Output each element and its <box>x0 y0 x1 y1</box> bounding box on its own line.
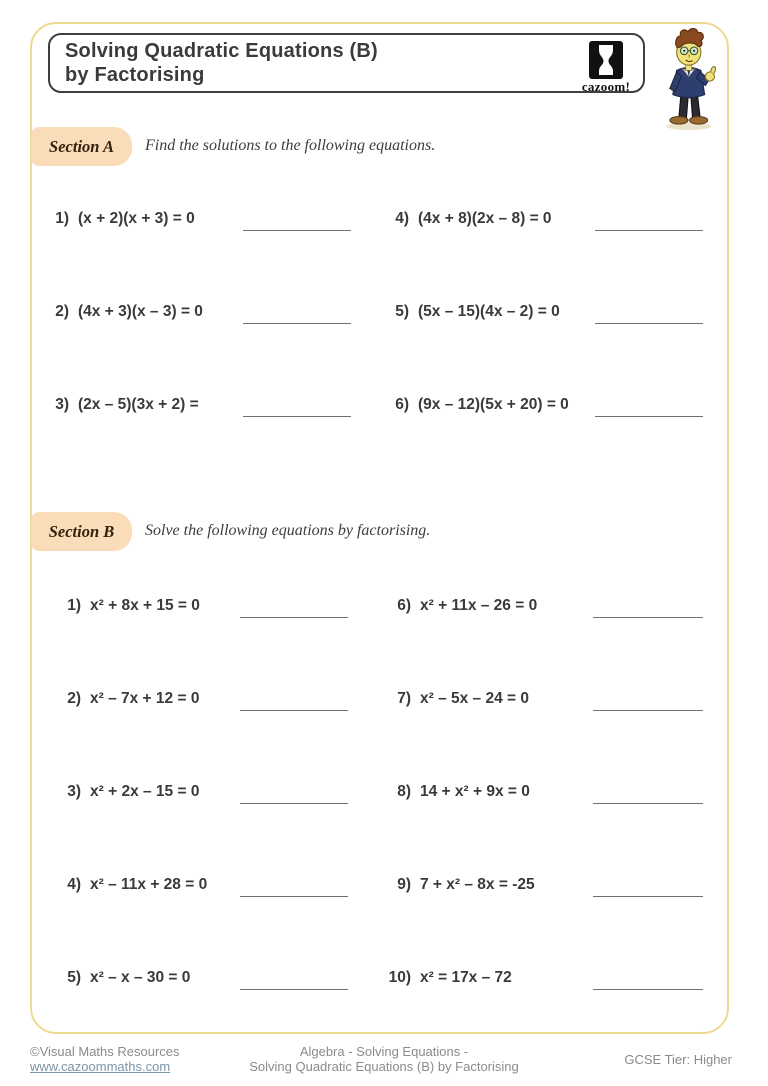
mascot-boy-illustration <box>654 26 722 133</box>
question-number: 5) <box>395 303 409 320</box>
answer-line-b3[interactable] <box>240 803 348 804</box>
page-title-line2: by Factorising <box>65 64 205 86</box>
question-equation: x² – x – 30 = 0 <box>90 969 191 986</box>
answer-line-a6[interactable] <box>595 416 703 417</box>
question-b5 <box>51 969 190 987</box>
question-number: 2) <box>55 303 69 320</box>
answer-line-b10[interactable] <box>593 989 703 990</box>
answer-line-b2[interactable] <box>240 710 348 711</box>
question-number: 2) <box>67 690 81 707</box>
answer-line-a5[interactable] <box>595 323 703 324</box>
answer-line-b7[interactable] <box>593 710 703 711</box>
question-number: 4) <box>395 210 409 227</box>
question-number: 5) <box>67 969 81 986</box>
cazoom-logo-text: cazoom! <box>581 79 631 94</box>
question-number: 1) <box>67 597 81 614</box>
question-a1 <box>39 210 195 228</box>
footer-copyright: ©Visual Maths Resources <box>30 1044 180 1059</box>
question-number: 6) <box>397 597 411 614</box>
question-equation: (2x – 5)(3x + 2) = <box>78 396 199 413</box>
question-a6 <box>379 396 569 414</box>
question-equation: (9x – 12)(5x + 20) = 0 <box>418 396 569 413</box>
question-a3 <box>39 396 199 414</box>
answer-line-b4[interactable] <box>240 896 348 897</box>
question-b2 <box>51 690 199 708</box>
section-a-label: Section A <box>31 127 132 166</box>
question-number: 9) <box>397 876 411 893</box>
answer-line-a3[interactable] <box>243 416 351 417</box>
question-number: 10) <box>388 969 411 986</box>
question-b10 <box>381 969 512 987</box>
question-number: 3) <box>55 396 69 413</box>
question-b7 <box>381 690 529 708</box>
question-equation: x² + 2x – 15 = 0 <box>90 783 200 800</box>
section-a-instruction: Find the solutions to the following equations. <box>145 137 436 154</box>
answer-line-a1[interactable] <box>243 230 351 231</box>
answer-line-b8[interactable] <box>593 803 703 804</box>
footer-website-link[interactable]: www.cazoommaths.com <box>30 1059 171 1074</box>
page-title-line1: Solving Quadratic Equations (B) <box>65 40 378 62</box>
cazoom-logo <box>572 40 640 95</box>
question-a5 <box>379 303 560 321</box>
footer-topic-line1: Algebra - Solving Equations - <box>299 1044 469 1059</box>
answer-line-b6[interactable] <box>593 617 703 618</box>
question-b8 <box>381 783 530 801</box>
cazoom-hourglass-icon <box>588 40 624 80</box>
question-number: 4) <box>67 876 81 893</box>
footer-topic-line2: Solving Quadratic Equations (B) by Factorising <box>249 1059 519 1074</box>
question-equation: (x + 2)(x + 3) = 0 <box>78 210 195 227</box>
question-number: 7) <box>397 690 411 707</box>
question-equation: (4x + 8)(2x – 8) = 0 <box>418 210 552 227</box>
question-b9 <box>381 876 535 894</box>
question-equation: 7 + x² – 8x = -25 <box>420 876 535 893</box>
question-number: 8) <box>397 783 411 800</box>
question-equation: 14 + x² + 9x = 0 <box>420 783 530 800</box>
question-equation: x² = 17x – 72 <box>420 969 512 986</box>
answer-line-b1[interactable] <box>240 617 348 618</box>
question-b1 <box>51 597 200 615</box>
footer-tier-label: GCSE Tier: Higher <box>624 1052 732 1067</box>
question-b4 <box>51 876 207 894</box>
question-b3 <box>51 783 199 801</box>
answer-line-a4[interactable] <box>595 230 703 231</box>
question-equation: (4x + 3)(x – 3) = 0 <box>78 303 203 320</box>
question-number: 6) <box>395 396 409 413</box>
question-equation: x² – 5x – 24 = 0 <box>420 690 530 707</box>
page-title <box>50 39 378 87</box>
question-equation: x² + 8x + 15 = 0 <box>90 597 200 614</box>
title-box <box>48 33 645 93</box>
answer-line-a2[interactable] <box>243 323 351 324</box>
question-b6 <box>381 597 537 615</box>
section-b-label: Section B <box>31 512 132 551</box>
question-equation: (5x – 15)(4x – 2) = 0 <box>418 303 560 320</box>
answer-line-b9[interactable] <box>593 896 703 897</box>
section-b-instruction: Solve the following equations by factorising. <box>145 522 431 539</box>
question-a2 <box>39 303 203 321</box>
question-a4 <box>379 210 552 228</box>
question-equation: x² – 7x + 12 = 0 <box>90 690 200 707</box>
question-equation: x² – 11x + 28 = 0 <box>90 876 208 893</box>
answer-line-b5[interactable] <box>240 989 348 990</box>
question-number: 1) <box>55 210 69 227</box>
question-equation: x² + 11x – 26 = 0 <box>420 597 538 614</box>
question-number: 3) <box>67 783 81 800</box>
